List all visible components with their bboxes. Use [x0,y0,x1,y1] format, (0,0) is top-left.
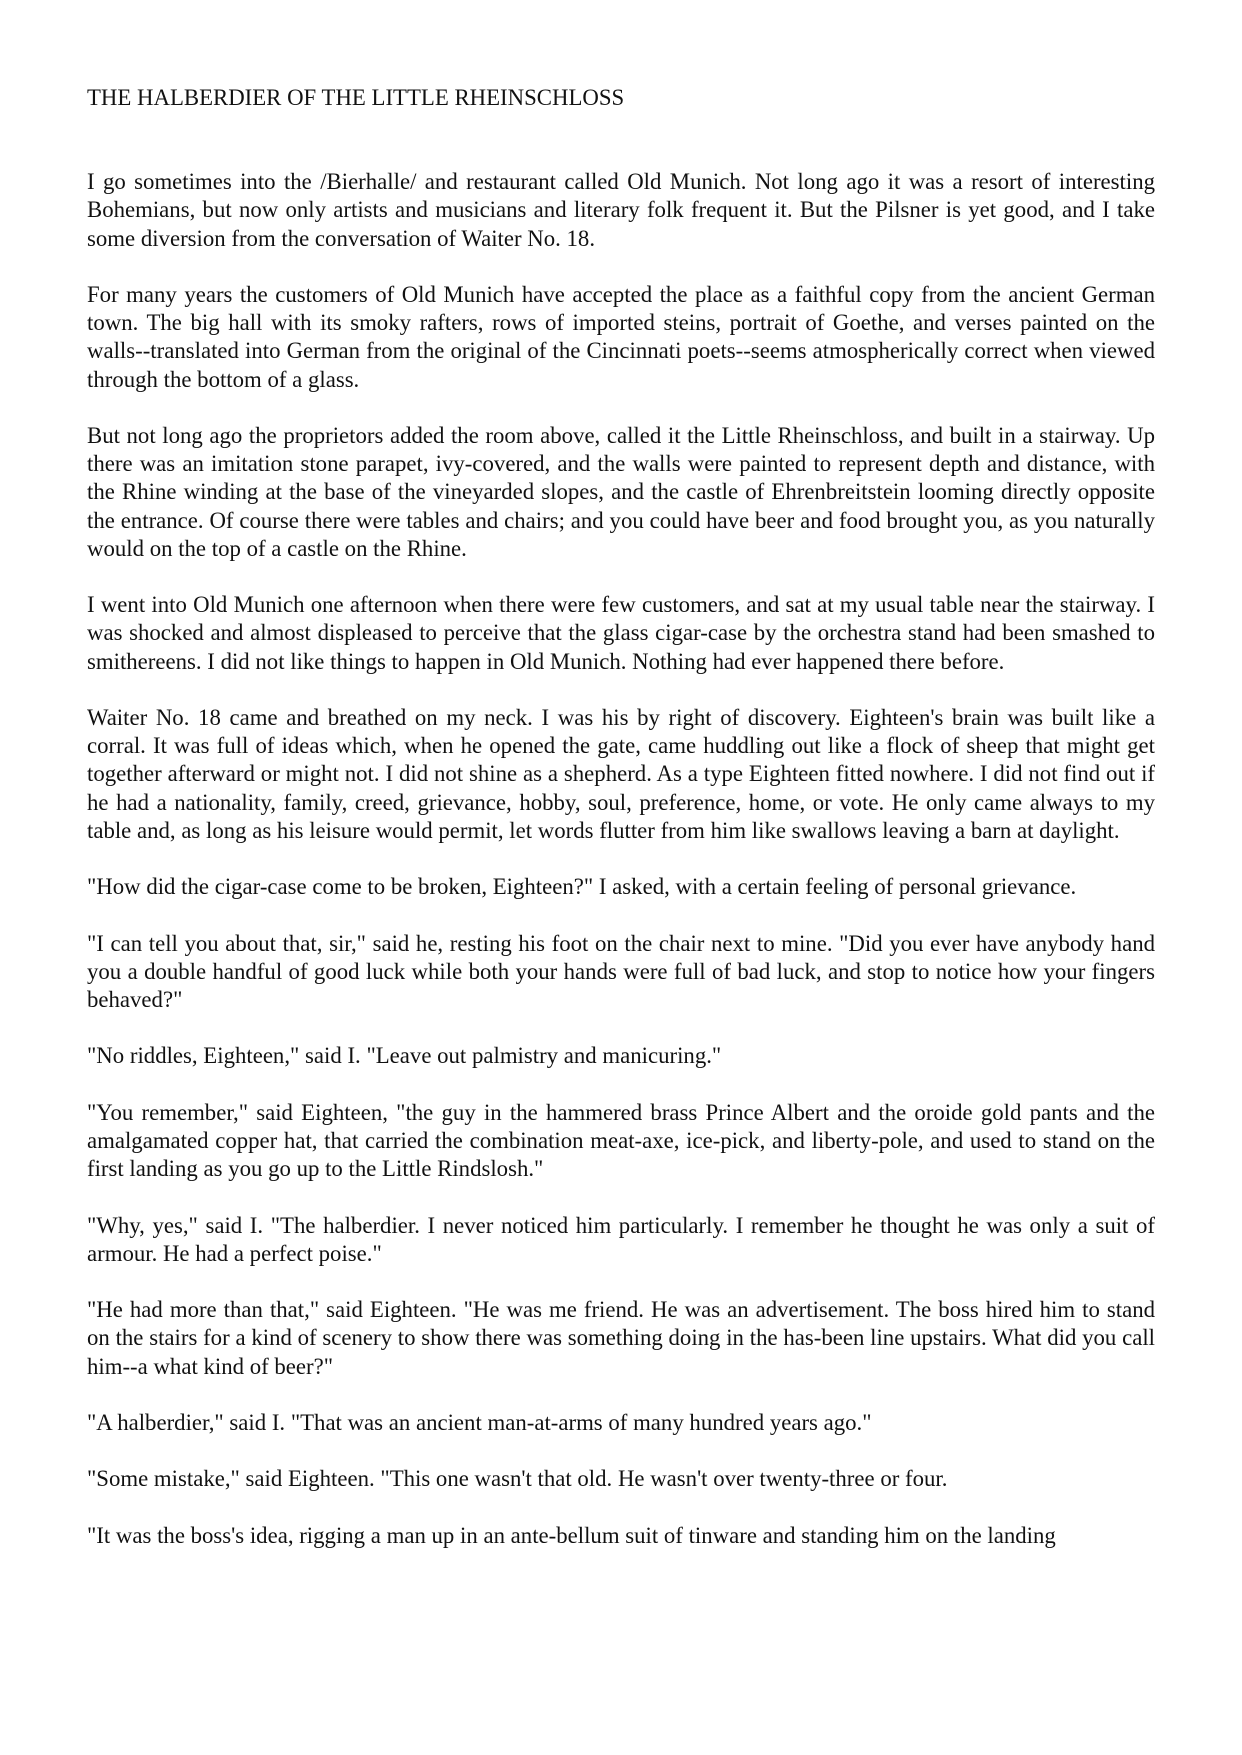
paragraph: "Why, yes," said I. "The halberdier. I never noticed him particularly. I remember he thought he was only a suit of armour. He had a perfect poise." [87,1212,1155,1266]
paragraph: Waiter No. 18 came and breathed on my neck. I was his by right of discovery. Eighteen's brain was built like a corral. It was full of ideas which, when he opened the gate, came huddling out like a flock of sheep that might get together afterward or might not. I did not shine as a shepherd. As a type Eighteen fitted nowhere. I did not find out if he had a nationality, family, creed, grievance, hobby, soul, preference, home, or vote. He only came always to my table and, as long as his leisure would permit, let words flutter from him like swallows leaving a barn at daylight. [87,705,1155,843]
paragraph: I go sometimes into the /Bierhalle/ and restaurant called Old Munich. Not long ago it was a resort of interesting Bohemians, but now only artists and musicians and literary folk frequent it. But the Pilsner is yet good, and I take some diversion from the conversation of Waiter No. 18. [87,169,1155,251]
paragraph: "It was the boss's idea, rigging a man up in an ante-bellum suit of tinware and standing him on the landing [87,1522,1056,1548]
document-page [87,84,1155,1550]
paragraph: "I can tell you about that, sir," said he, resting his foot on the chair next to mine. "Did you ever have anybody hand you a double handful of good luck while both your hands were full of bad luck, and stop to notice how your fingers behaved?" [87,930,1155,1012]
paragraph: "A halberdier," said I. "That was an ancient man-at-arms of many hundred years ago." [87,1409,872,1435]
paragraph: "How did the cigar-case come to be broken, Eighteen?" I asked, with a certain feeling of personal grievance. [87,874,1077,900]
paragraph: "No riddles, Eighteen," said I. "Leave out palmistry and manicuring." [87,1043,722,1069]
paragraph: "You remember," said Eighteen, "the guy in the hammered brass Prince Albert and the oroide gold pants and the amalgamated copper hat, that carried the combination meat-axe, ice-pick, and liberty-pole, and used to stand on the first landing as you go up to the Little Rindslosh." [87,1099,1155,1182]
paragraph: But not long ago the proprietors added the room above, called it the Little Rheinschloss, and built in a stairway. Up there was an imitation stone parapet, ivy-covered, and the walls were painted to represent depth and distance, with the Rhine winding at the base of the vineyarded slopes, and the castle of Ehrenbreitstein looming directly opposite the entrance. Of course there were tables and chairs; and you could have beer and food brought you, as you naturally would on the top of a castle on the Rhine. [87,423,1155,561]
paragraph: I went into Old Munich one afternoon when there were few customers, and sat at my usual table near the stairway. I was shocked and almost displeased to perceive that the glass cigar-case by the orchestra stand had been smashed to smithereens. I did not like things to happen in Old Munich. Nothing had ever happened there before. [87,592,1155,674]
paragraph: "He had more than that," said Eighteen. "He was me friend. He was an advertisement. The boss hired him to stand on the stairs for a kind of scenery to show there was something doing in the has-been line upstairs. What did you call him--a what kind of beer?" [87,1297,1155,1379]
paragraph: For many years the customers of Old Munich have accepted the place as a faithful copy from the ancient German town. The big hall with its smoky rafters, rows of imported steins, portrait of Goethe, and verses painted on the walls--translated into German from the original of the Cincinnati poets--seems atmospherically correct when viewed through the bottom of a glass. [87,282,1155,392]
paragraph: "Some mistake," said Eighteen. "This one wasn't that old. He wasn't over twenty-three or four. [87,1466,948,1492]
document-title: THE HALBERDIER OF THE LITTLE RHEINSCHLOSS [87,85,625,110]
